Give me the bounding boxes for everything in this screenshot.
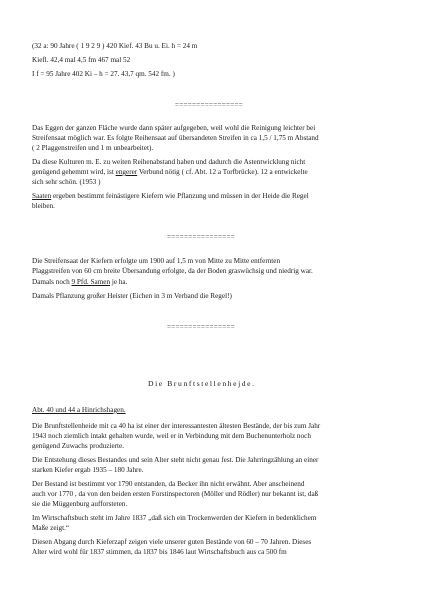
text-line: sich sehr schön. (1953 ) xyxy=(32,178,101,186)
section-subtitle: Abt. 40 und 44 a Hinrichshagen. xyxy=(32,406,126,414)
text-line: I f = 95 Jahre 402 Ki – h = 27. 43,7 qm. 542 fm. ) xyxy=(32,70,175,78)
text-line: Der Bestand ist bestimmt vor 1790 entstanden, da Becker ihn nicht erwähnt. Aber anscheinend xyxy=(32,480,305,488)
text-line: Im Wirtschaftsbuch steht im Jahre 1837 „daß sich ein Trockenwerden der Kiefern in bedenklichem xyxy=(32,514,317,522)
text-line: bleiben. xyxy=(32,202,55,210)
text-line: Die Brunftstellenheide mit ca 40 ha ist einer der interessantesten ältesten Bestände, der bis zum Jahr xyxy=(32,422,321,430)
text-line: Streifensaat möglich war. Es folgte Reihensaat auf übersandeten Streifen in ca 1,5 / 1,75 m Abstand xyxy=(32,134,319,142)
text-line: genügend Zuwachs produzierte. xyxy=(32,442,125,450)
separator: ================ xyxy=(167,323,235,331)
text-span: je ha. xyxy=(110,278,128,286)
text-line: Damals Pflanzung großer Heister (Eichen in 3 m Verband die Regel!) xyxy=(32,292,232,300)
underlined-text: Saaten xyxy=(32,192,52,200)
separator: ================ xyxy=(175,101,243,109)
text-line: Alter wird wohl für 1837 stimmen, da 1837 bis 1846 laut Wirtschaftsbuch aus ca 500 fm xyxy=(32,548,287,556)
text-line: Die Entstehung dieses Bestandes und sein Alter steht nicht genau fest. Die Jahrringzählung an einer xyxy=(32,456,319,464)
text-span: ergeben bestimmt feinästigere Kiefern wie Pflanzung und müssen in der Heide die Regel xyxy=(51,192,309,200)
text-line xyxy=(32,278,405,287)
text-span: Verbund nötig ( cf. Abt. 12 a Torfbrücke). 12 a entwickelte xyxy=(137,168,308,176)
text-line: Da diese Kulturen m. E. zu weiten Reihenabstand haben und dadurch die Astentwicklung nicht xyxy=(32,158,306,166)
text-line: Maße zeigt.“ xyxy=(32,524,70,532)
text-span: genügend gehemmt wird, ist xyxy=(32,168,116,176)
text-line xyxy=(32,192,405,201)
text-line: Das Eggen der ganzen Fläche wurde dann später aufgegeben, weil wohl die Reinigung leichter bei xyxy=(32,124,316,132)
text-line: auch vor 1770 , da von den beiden ersten Forstinspectoren (Möller und Rödler) nur bekannt ist, daß xyxy=(32,490,319,498)
text-line: sie die Müggenburg aufforsteten. xyxy=(32,500,128,508)
text-line: Diesen Abgang durch Kieferzapf zeigen viele unserer guten Bestände von 60 – 70 Jahren. Dieses xyxy=(32,538,312,546)
text-line: 1943 noch ziemlich intakt gehalten wurde, weil er in Verbindung mit dem Buchenunterholz noch xyxy=(32,432,311,440)
underlined-text: 9 Pfd. Samen xyxy=(71,278,111,286)
text-span: Damals noch xyxy=(32,278,72,286)
text-line: Plaggstreifen von 60 cm breite Übersandung erfolgte, da der Boden graswüchsig und niedrig war. xyxy=(32,267,313,275)
text-line: (32 a: 90 Jahre ( 1 9 2 9 ) 420 Kief. 43 Bu u. Ei. h = 24 m xyxy=(32,42,198,50)
section-title: Die Brunftstellenhejde. xyxy=(148,379,256,388)
underlined-text: engerer xyxy=(115,168,138,176)
text-line: Die Streifensaat der Kiefern erfolgte um 1900 auf 1,5 m von Mitte zu Mitte entfernten xyxy=(32,257,281,265)
text-line xyxy=(32,168,405,177)
text-line: Kiefl. 42,4 mal 4,5 fm 467 mal 52 xyxy=(32,56,131,64)
text-line: ( 2 Plaggenstreifen und 1 m unbearbeitet). xyxy=(32,144,154,152)
text-line: starken Kiefer ergab 1935 – 180 Jahre. xyxy=(32,466,144,474)
separator: ================ xyxy=(167,233,235,241)
